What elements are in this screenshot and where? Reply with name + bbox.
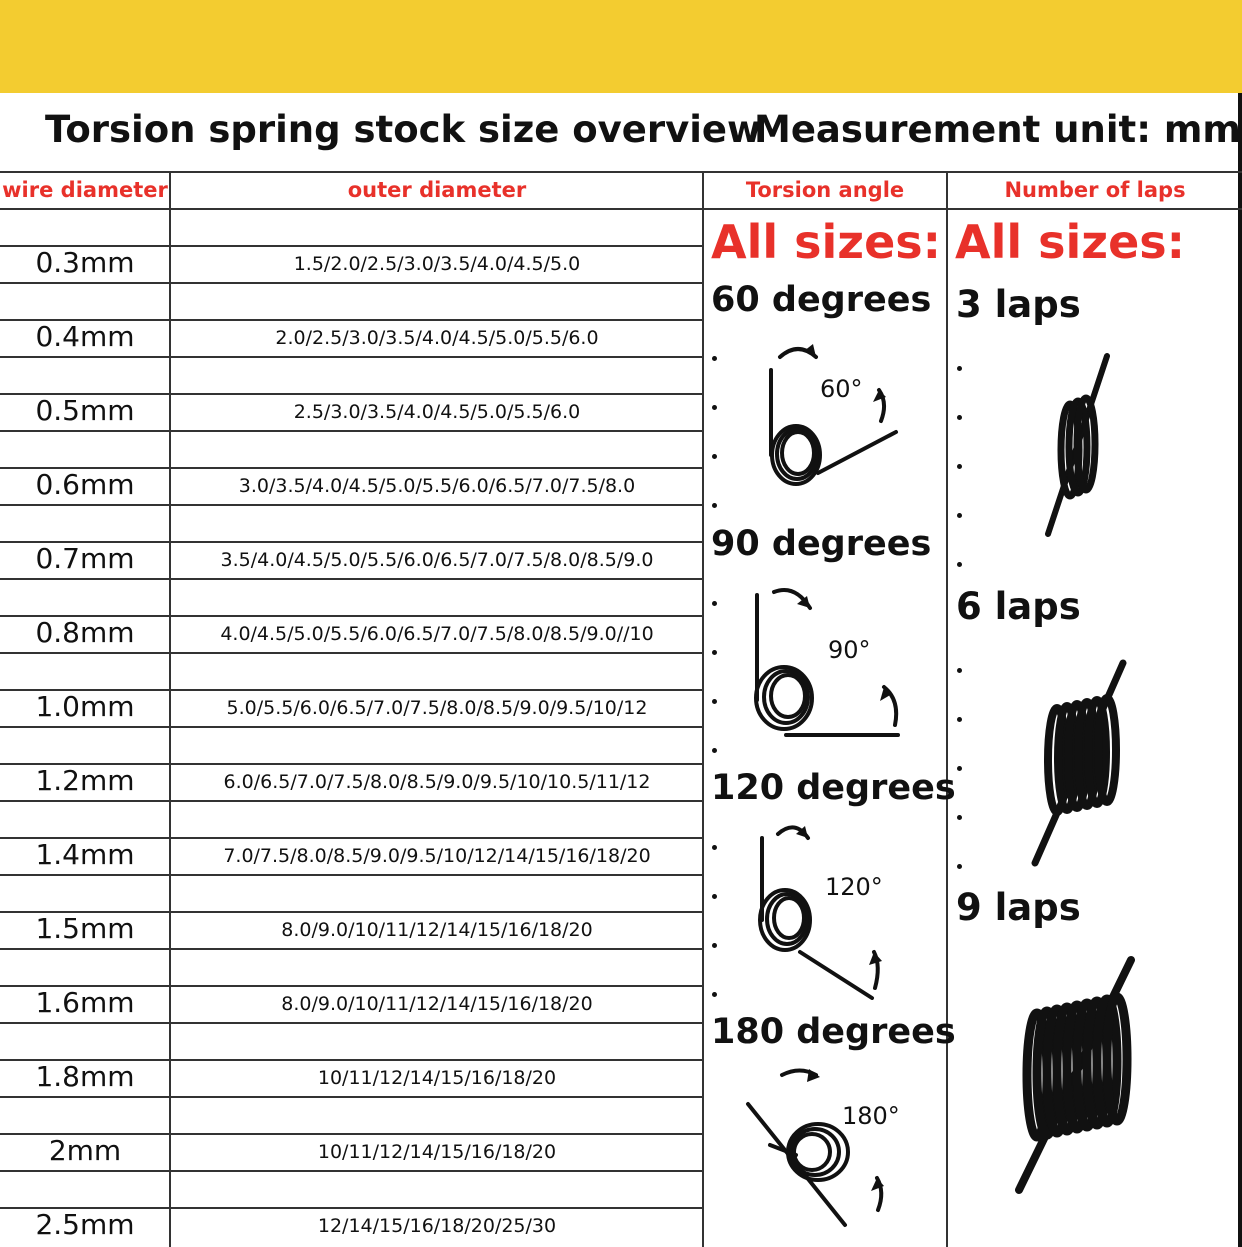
angle-option-60: 60 degrees — [711, 280, 932, 320]
row-line — [0, 1096, 703, 1098]
bullet-dot — [957, 717, 962, 722]
angle-option-90: 90 degrees — [711, 524, 932, 564]
bullet-dot — [712, 650, 717, 655]
bullet-dot — [957, 864, 962, 869]
outer-diameter-cell: 2.0/2.5/3.0/3.5/4.0/4.5/5.0/5.5/6.0 — [275, 327, 599, 349]
outer-diameter-cell: 10/11/12/14/15/16/18/20 — [317, 1141, 557, 1163]
angle-figure-label-120: 120° — [825, 873, 883, 901]
bullet-dot — [957, 668, 962, 673]
spring-9-laps-icon — [1005, 950, 1145, 1200]
wire-diameter-cell: 1.8mm — [35, 1060, 135, 1093]
outer-diameter-cell: 8.0/9.0/10/11/12/14/15/16/18/20 — [281, 993, 593, 1015]
outer-diameter-cell: 3.5/4.0/4.5/5.0/5.5/6.0/6.5/7.0/7.5/8.0/8.5/9.0 — [220, 549, 654, 571]
bullet-dot — [957, 464, 962, 469]
outer-diameter-cell: 5.0/5.5/6.0/6.5/7.0/7.5/8.0/8.5/9.0/9.5/10/12 — [226, 697, 648, 719]
bullet-dot — [957, 815, 962, 820]
row-line — [0, 504, 703, 506]
bullet-dot — [957, 766, 962, 771]
bullet-dot — [712, 699, 717, 704]
wire-diameter-cell: 0.6mm — [35, 468, 135, 501]
bullet-dot — [712, 601, 717, 606]
bullet-dot — [957, 415, 962, 420]
header-bottom-line — [0, 208, 1242, 210]
bullet-dot — [712, 454, 717, 459]
laps-all-sizes-label: All sizes: — [955, 215, 1186, 269]
row-line — [0, 948, 703, 950]
unit-title: Measurement unit: mm — [754, 108, 1241, 151]
sheet-title: Torsion spring stock size overview — [45, 108, 762, 151]
column-divider-2 — [702, 171, 704, 1247]
bullet-dot — [957, 562, 962, 567]
outer-diameter-cell: 2.5/3.0/3.5/4.0/4.5/5.0/5.5/6.0 — [293, 401, 581, 423]
wire-diameter-cell: 2mm — [48, 1134, 122, 1167]
bullet-dot — [712, 356, 717, 361]
wire-diameter-cell: 0.7mm — [35, 542, 135, 575]
outer-diameter-cell: 1.5/2.0/2.5/3.0/3.5/4.0/4.5/5.0 — [293, 253, 581, 275]
outer-diameter-cell: 12/14/15/16/18/20/25/30 — [317, 1215, 557, 1237]
outer-diameter-cell: 6.0/6.5/7.0/7.5/8.0/8.5/9.0/9.5/10/10.5/11/12 — [223, 771, 651, 793]
row-line — [0, 800, 703, 802]
bullet-dot — [712, 748, 717, 753]
bullet-dot — [712, 405, 717, 410]
spring-3-laps-icon — [1030, 350, 1120, 540]
spring-120-degree-icon — [740, 820, 920, 1000]
laps-option-9: 9 laps — [956, 886, 1081, 929]
header-wire-diameter: wire diameter — [2, 178, 168, 202]
row-line — [0, 356, 703, 358]
angle-figure-label-60: 60° — [820, 375, 863, 403]
column-divider-3 — [946, 171, 948, 1247]
angle-figure-label-90: 90° — [828, 636, 871, 664]
spring-90-degree-icon — [740, 580, 920, 750]
wire-diameter-cell: 0.5mm — [35, 394, 135, 427]
laps-option-6: 6 laps — [956, 585, 1081, 628]
spring-180-degree-icon — [740, 1060, 920, 1235]
bullet-dot — [712, 992, 717, 997]
outer-diameter-cell: 4.0/4.5/5.0/5.5/6.0/6.5/7.0/7.5/8.0/8.5/9.0//10 — [220, 623, 654, 645]
wire-diameter-cell: 1.0mm — [35, 690, 135, 723]
angle-figure-label-180: 180° — [842, 1102, 900, 1130]
row-line — [0, 1170, 703, 1172]
wire-diameter-cell: 1.6mm — [35, 986, 135, 1019]
bullet-dot — [712, 943, 717, 948]
row-line — [0, 430, 703, 432]
row-line — [0, 874, 703, 876]
outer-diameter-cell: 3.0/3.5/4.0/4.5/5.0/5.5/6.0/6.5/7.0/7.5/8.0 — [238, 475, 636, 497]
header-number-of-laps: Number of laps — [1004, 178, 1186, 202]
row-line — [0, 1022, 703, 1024]
spring-60-degree-icon — [740, 335, 920, 505]
wire-diameter-cell: 1.4mm — [35, 838, 135, 871]
bullet-dot — [712, 503, 717, 508]
wire-diameter-cell: 2.5mm — [35, 1208, 135, 1241]
row-line — [0, 578, 703, 580]
angle-option-120: 120 degrees — [711, 768, 956, 808]
spring-6-laps-icon — [1025, 655, 1140, 870]
outer-diameter-cell: 7.0/7.5/8.0/8.5/9.0/9.5/10/12/14/15/16/18/20 — [223, 845, 651, 867]
outer-diameter-cell: 10/11/12/14/15/16/18/20 — [317, 1067, 557, 1089]
angle-option-180: 180 degrees — [711, 1012, 956, 1052]
row-line — [0, 282, 703, 284]
laps-option-3: 3 laps — [956, 283, 1081, 326]
wire-diameter-cell: 0.3mm — [35, 246, 135, 279]
bullet-dot — [712, 845, 717, 850]
wire-diameter-cell: 0.4mm — [35, 320, 135, 353]
yellow-banner — [0, 0, 1242, 93]
outer-diameter-cell: 8.0/9.0/10/11/12/14/15/16/18/20 — [281, 919, 593, 941]
row-line — [0, 652, 703, 654]
wire-diameter-cell: 1.5mm — [35, 912, 135, 945]
header-torsion-angle: Torsion angle — [745, 178, 905, 202]
header-outer-diameter: outer diameter — [347, 178, 527, 202]
wire-diameter-cell: 1.2mm — [35, 764, 135, 797]
bullet-dot — [957, 513, 962, 518]
wire-diameter-cell: 0.8mm — [35, 616, 135, 649]
row-line — [0, 726, 703, 728]
angle-all-sizes-label: All sizes: — [711, 215, 942, 269]
bullet-dot — [957, 366, 962, 371]
bullet-dot — [712, 894, 717, 899]
